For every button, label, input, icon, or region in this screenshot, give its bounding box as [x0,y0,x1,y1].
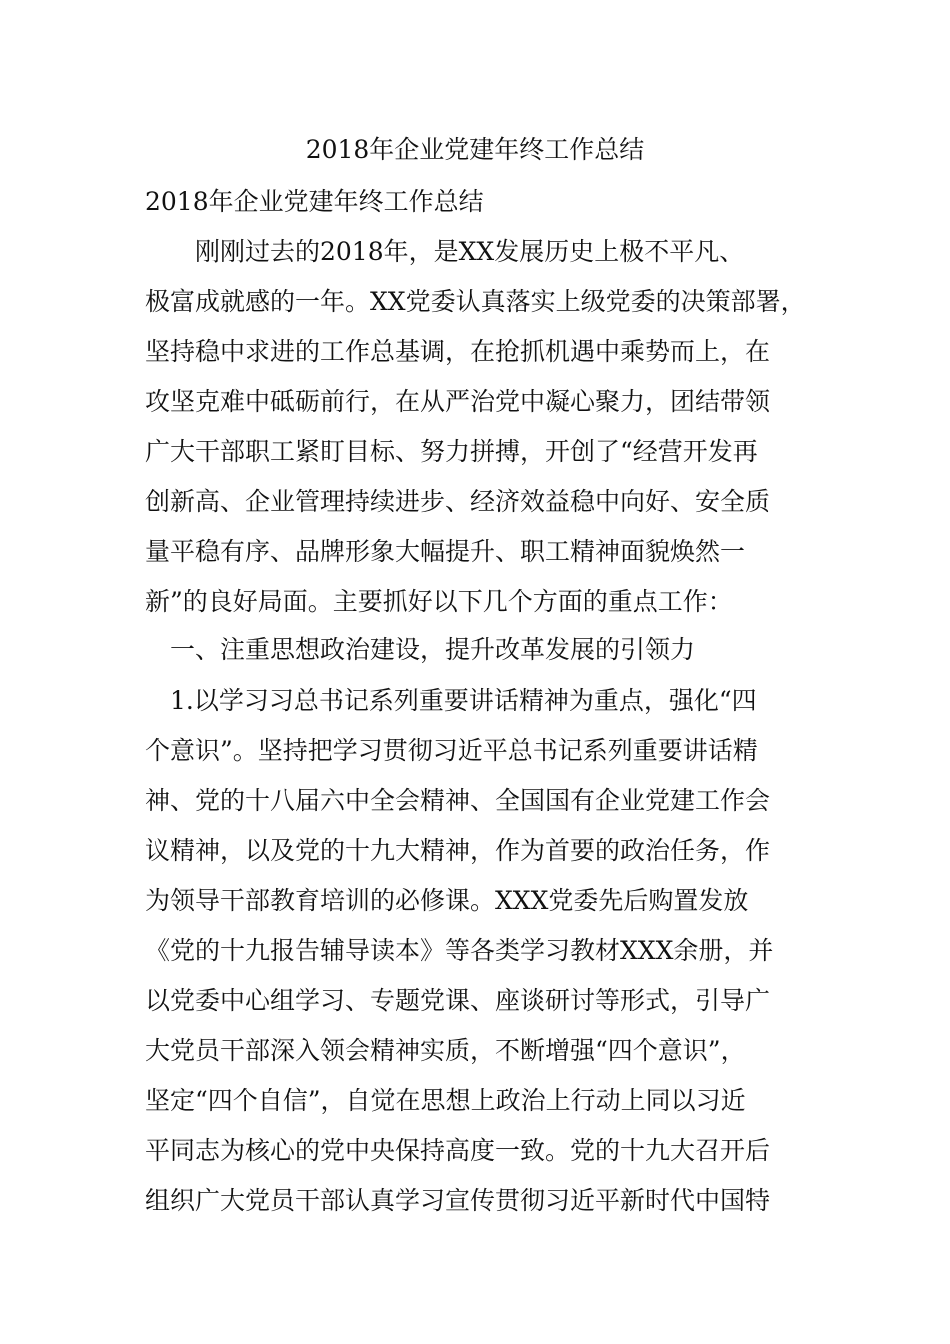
body-line-11: 个意识”。坚持把学习贯彻习近平总书记系列重要讲话精 [145,736,758,765]
body-line-10: 1.以学习习总书记系列重要讲话精神为重点，强化“四 [145,686,757,715]
body-line-8: 新”的良好局面。主要抓好以下几个方面的重点工作： [145,587,733,616]
body-line-14: 为领导干部教育培训的必修课。XXX党委先后购置发放 [145,886,749,915]
body-line-4: 攻坚克难中砥砺前行，在从严治党中凝心聚力，团结带领 [145,387,771,416]
body-line-20: 组织广大党员干部认真学习宣传贯彻习近平新时代中国特 [145,1186,771,1215]
body-line-17: 大党员干部深入领会精神实质，不断增强“四个意识”， [145,1036,746,1065]
body-line-1: 刚刚过去的2018年，是XX发展历史上极不平凡、 [145,237,745,266]
section-heading: 一、注重思想政治建设，提升改革发展的引领力 [145,635,696,664]
body-line-3: 坚持稳中求进的工作总基调，在抢抓机遇中乘势而上，在 [145,337,771,366]
body-line-6: 创新高、企业管理持续进步、经济效益稳中向好、安全质 [145,487,771,516]
subtitle-line: 2018年企业党建年终工作总结 [145,187,484,216]
body-line-12: 神、党的十八届六中全会精神、全国国有企业党建工作会 [145,786,771,815]
body-line-18: 坚定“四个自信”，自觉在思想上政治上行动上同以习近 [145,1086,746,1115]
body-line-7: 量平稳有序、品牌形象大幅提升、职工精神面貌焕然一 [145,537,746,566]
body-line-5: 广大干部职工紧盯目标、努力拼搏，开创了“经营开发再 [145,437,758,466]
body-line-15: 《党的十九报告辅导读本》等各类学习教材XXX余册，并 [145,936,774,965]
body-line-13: 议精神，以及党的十九大精神，作为首要的政治任务，作 [145,836,771,865]
body-line-19: 平同志为核心的党中央保持高度一致。党的十九大召开后 [145,1136,771,1165]
body-line-16: 以党委中心组学习、专题党课、座谈研讨等形式，引导广 [145,986,771,1015]
body-line-2: 极富成就感的一年。XX党委认真落实上级党委的决策部署， [145,287,806,316]
document-title: 2018年企业党建年终工作总结 [305,135,645,164]
